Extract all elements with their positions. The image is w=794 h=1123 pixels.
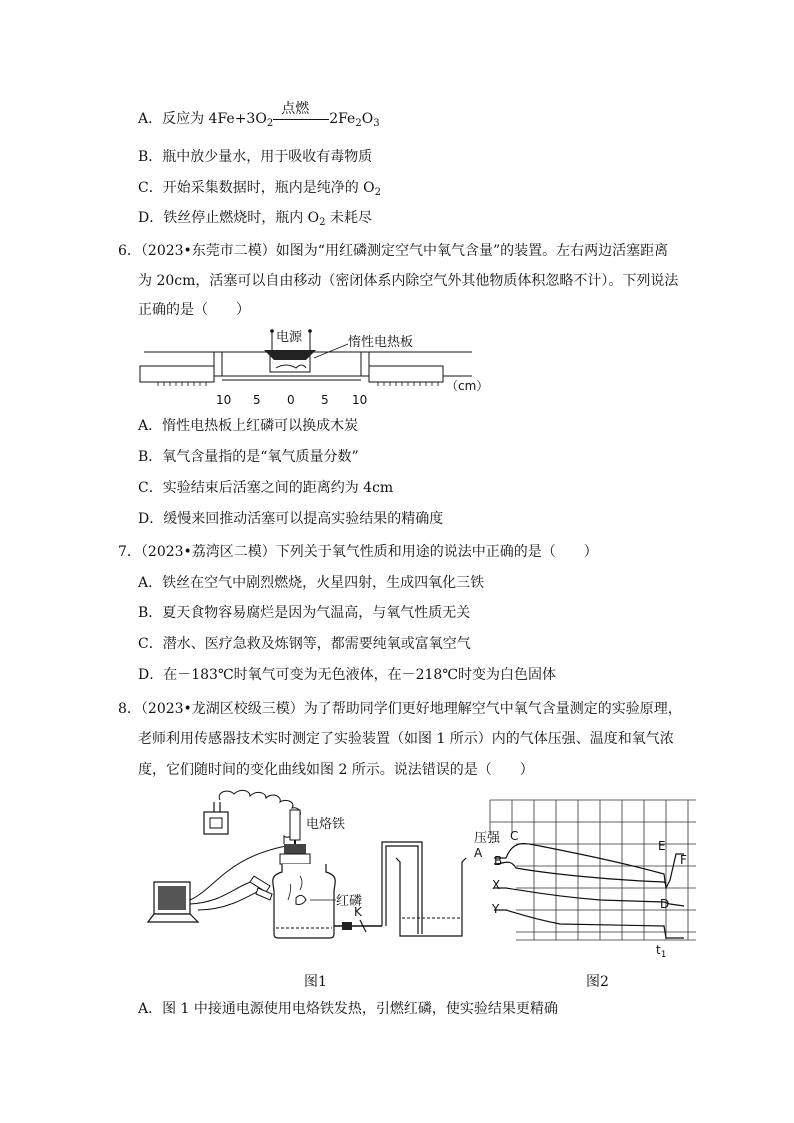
grid — [490, 800, 696, 940]
q7-option-a: A．铁丝在空气中剧烈燃烧，火星四射，生成四氧化三铁 — [138, 575, 485, 591]
curve-label-c: C — [510, 829, 519, 843]
scale-label: 10 — [216, 393, 232, 407]
laptop-base — [148, 914, 198, 922]
curve-label-d: D — [660, 897, 670, 911]
curve-label-b: B — [494, 854, 503, 868]
scale-label: 10 — [352, 393, 368, 407]
temperature-curve — [494, 862, 666, 884]
left-piston — [214, 352, 222, 376]
q8-figure1 — [146, 788, 476, 963]
q5-option-d: D．铁丝停止燃烧时，瓶内 $O_2$ 未耗尽 — [138, 210, 372, 228]
figure1-caption-text: 图1 — [304, 974, 327, 990]
iron-label: 电烙铁 — [306, 817, 346, 832]
q6-option-d: D．缓慢来回推动活塞可以提高实验结果的精确度 — [138, 511, 444, 527]
clamp-label: K — [354, 905, 362, 919]
q6-stem-line2: 为 20cm，活塞可以自由移动（密闭体系内除空气外其他物质体积忽略不计）。下列说法 — [138, 273, 679, 289]
q8-stem-line3: 度，它们随时间的变化曲线如图 2 所示。说法错误的是（ ） — [138, 762, 534, 778]
q7-option-b: B．夏天食物容易腐烂是因为气温高，与氧气性质无关 — [138, 605, 471, 621]
right-piston — [361, 352, 369, 376]
q6-option-a: A．惰性电热板上红磷可以换成木炭 — [138, 418, 359, 434]
q6-stem-line3: 正确的是（ ） — [138, 302, 250, 318]
soldering-iron — [290, 810, 300, 840]
scale-label: 5 — [321, 393, 329, 407]
left-rod — [140, 366, 214, 382]
q8-stem-line2: 老师利用传感器技术实时测定了实验装置（如图 1 所示）内的气体压强、温度和氧气浓 — [138, 731, 674, 747]
q6-option-c: C．实验结束后活塞之间的距离约为 4cm — [138, 480, 394, 496]
curve-label-f: F — [680, 853, 687, 867]
pressure-axis-label: 压强 — [474, 831, 501, 846]
q8-stem-line1: 8．（2023•龙湖区校级三模）为了帮助同学们更好地理解空气中氧气含量测定的实验原理， — [118, 701, 682, 717]
q8-option-a: A．图 1 中接通电源使用电烙铁发热，引燃红磷，使实验结果更精确 — [138, 1001, 558, 1017]
right-rod — [369, 366, 443, 382]
q5-option-b: B．瓶中放少量水，用于吸收有毒物质 — [138, 149, 373, 165]
q6-option-b: B．氧气含量指的是“氧气质量分数” — [138, 449, 359, 465]
q7-option-d: D．在－183℃时氧气可变为无色液体，在－218℃时变为白色固体 — [138, 667, 556, 683]
phosphorus-label: 红磷 — [336, 894, 363, 909]
q5-option-c: C．开始采集数据时，瓶内是纯净的 $O_2$ — [138, 180, 382, 198]
curve-label-e: E — [658, 839, 666, 853]
heater-label: 惰性电热板 — [348, 335, 414, 350]
reaction-arrow — [273, 101, 329, 126]
series-y-curve — [494, 910, 684, 938]
curve-label-x: X — [492, 878, 501, 892]
time-label: $t_1$ — [656, 943, 667, 960]
unit-label: （cm） — [446, 379, 489, 393]
scale-label: 0 — [287, 393, 295, 407]
beaker — [396, 858, 466, 936]
curve-label-y: Y — [492, 902, 500, 916]
scale-label: 5 — [253, 393, 261, 407]
series-x-curve — [494, 888, 684, 906]
q7-option-c: C．潜水、医疗急救及炼钢等，都需要纯氧或富氧空气 — [138, 636, 471, 652]
q6-stem-line1: 6．（2023•东莞市二模）如图为“用红磷测定空气中氧气含量”的装置。左右两边活塞距离 — [118, 243, 669, 259]
q5-option-a: A．反应为 $4Fe+3O_2$ 点燃 $2Fe_2O_3$ — [138, 108, 380, 128]
q7-stem: 7．（2023•荔湾区二模）下列关于氧气性质和用途的说法中正确的是（ ） — [118, 544, 598, 560]
reaction-condition: 点燃 — [281, 101, 310, 117]
curve-label-a: A — [474, 846, 483, 860]
q6-figure — [138, 322, 489, 408]
figure2-caption: 图2 — [586, 974, 609, 990]
q8-figure2 — [470, 798, 700, 958]
power-label: 电源 — [276, 330, 303, 345]
